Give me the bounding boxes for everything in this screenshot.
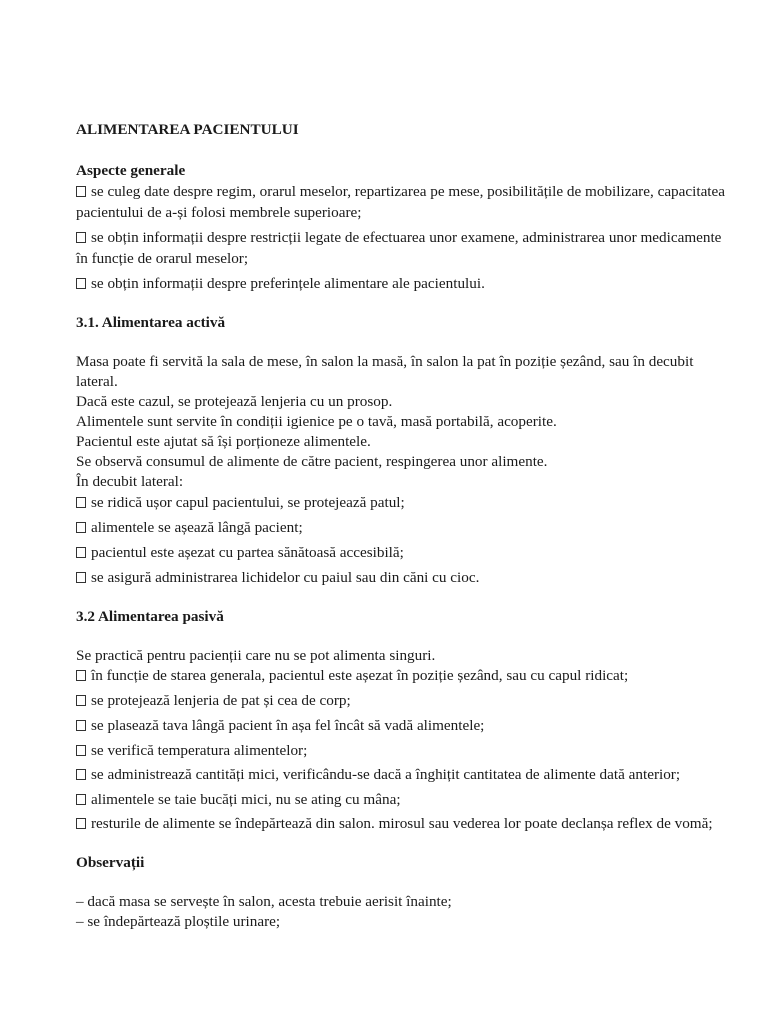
active-line-5: Se observă consumul de alimente de către pacient, respingerea unor alimente. (76, 453, 548, 470)
bullet-box-icon (76, 547, 86, 558)
bullet-text: resturile de alimente se îndepărtează din salon. mirosul sau vederea lor poate declanșa reflex de vomă; (91, 815, 713, 832)
bullet-text: se asigură administrarea lichidelor cu paiul sau din căni cu cioc. (91, 569, 480, 586)
active-line-2: Dacă este cazul, se protejează lenjeria cu un prosop. (76, 393, 393, 410)
observation-line-1: – dacă masa se servește în salon, acesta trebuie aerisit înainte; (76, 893, 452, 910)
active-bullet-2 (76, 517, 726, 538)
passive-bullet-6 (76, 789, 726, 810)
passive-intro: Se practică pentru pacienții care nu se pot alimenta singuri. (76, 647, 436, 664)
bullet-text: în funcție de starea generala, pacientul este așezat în poziție șezând, sau cu capul ridicat; (91, 667, 629, 684)
general-bullet-2 (76, 227, 726, 269)
active-line-4: Pacientul este ajutat să își porționeze alimentele. (76, 433, 371, 450)
bullet-box-icon (76, 769, 86, 780)
observations-heading: Observații (76, 854, 145, 871)
observation-line-2: – se îndepărtează ploștile urinare; (76, 913, 281, 930)
active-bullet-3 (76, 542, 726, 563)
bullet-text: se obțin informații despre restricții legate de efectuarea unor examene, administrarea unor medicamente în funcție de orarul meselor; (76, 229, 722, 267)
document-page (76, 119, 726, 932)
bullet-text: se obțin informații despre preferințele alimentare ale pacientului. (91, 275, 485, 292)
bullet-text: alimentele se așează lângă pacient; (91, 519, 303, 536)
passive-feeding-heading: 3.2 Alimentarea pasivă (76, 608, 224, 625)
active-line-6: În decubit lateral: (76, 473, 184, 490)
passive-bullet-4 (76, 740, 726, 761)
passive-bullet-1 (76, 666, 726, 686)
bullet-box-icon (76, 794, 86, 805)
bullet-box-icon (76, 720, 86, 731)
bullet-text: se protejează lenjeria de pat și cea de corp; (91, 692, 351, 709)
bullet-text: alimentele se taie bucăți mici, nu se ating cu mâna; (91, 791, 401, 808)
passive-bullet-3 (76, 715, 726, 736)
active-feeding-heading: 3.1. Alimentarea activă (76, 314, 226, 331)
bullet-text: se administrează cantități mici, verificându-se dacă a înghițit cantitatea de alimente dată anterior; (91, 766, 681, 783)
passive-bullet-5 (76, 765, 726, 785)
active-line-1: Masa poate fi servită la sala de mese, în salon la masă, în salon la pat în poziție șezând, sau în decubit lateral. (76, 353, 694, 390)
active-bullet-4 (76, 567, 726, 588)
passive-bullet-7 (76, 814, 726, 834)
bullet-text: se plasează tava lângă pacient în așa fel încât să vadă alimentele; (91, 717, 485, 734)
bullet-text: pacientul este așezat cu partea sănătoasă accesibilă; (91, 544, 404, 561)
general-bullet-3 (76, 273, 726, 294)
general-bullet-1 (76, 181, 726, 223)
bullet-box-icon (76, 695, 86, 706)
bullet-text: se ridică ușor capul pacientului, se protejează patul; (91, 494, 405, 511)
bullet-box-icon (76, 497, 86, 508)
bullet-box-icon (76, 818, 86, 829)
active-line-3: Alimentele sunt servite în condiții igienice pe o tavă, masă portabilă, acoperite. (76, 413, 557, 430)
bullet-box-icon (76, 670, 86, 681)
passive-bullet-2 (76, 690, 726, 711)
bullet-box-icon (76, 745, 86, 756)
bullet-text: se culeg date despre regim, orarul meselor, repartizarea pe mese, posibilitățile de mobilizare, capacitatea pacientului de a-și folosi membrele superioare; (76, 183, 726, 221)
bullet-box-icon (76, 522, 86, 533)
bullet-box-icon (76, 232, 86, 243)
bullet-box-icon (76, 278, 86, 289)
document-title: ALIMENTAREA PACIENTULUI (76, 121, 299, 138)
active-bullet-1 (76, 492, 726, 513)
bullet-box-icon (76, 572, 86, 583)
general-heading: Aspecte generale (76, 162, 186, 179)
bullet-text: se verifică temperatura alimentelor; (91, 742, 308, 759)
bullet-box-icon (76, 186, 86, 197)
